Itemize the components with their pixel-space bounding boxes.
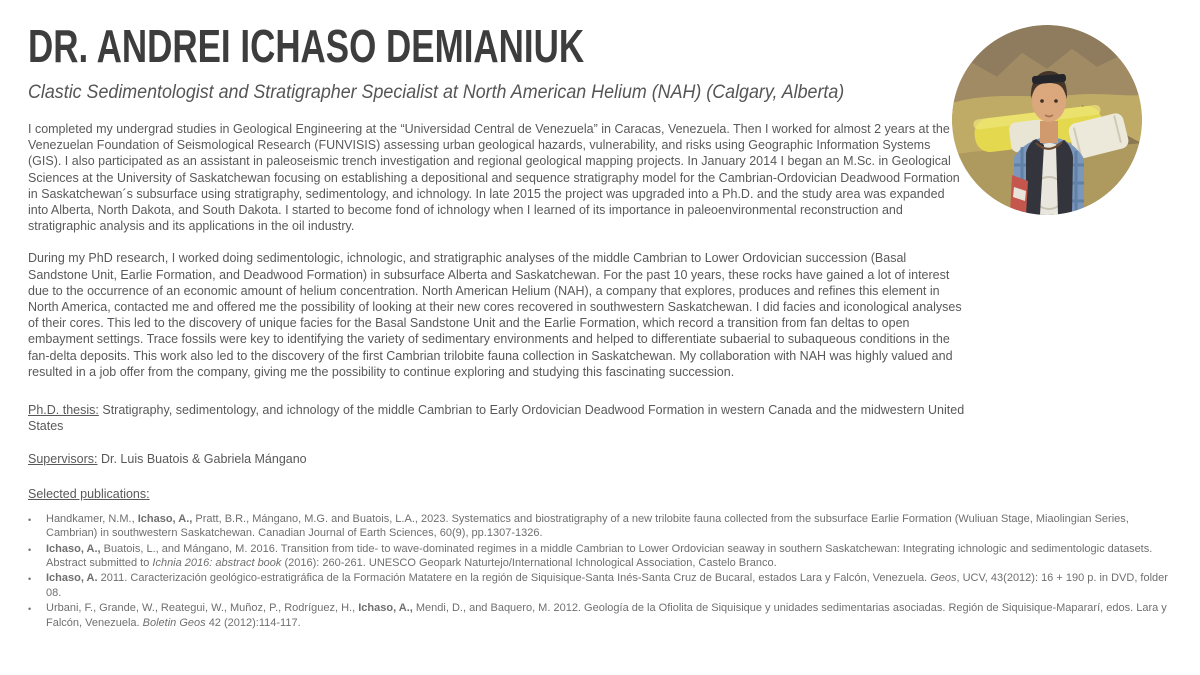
pub4-journal: Boletin Geos	[142, 616, 206, 629]
page-title: DR. ANDREI ICHASO DEMIANIUK	[28, 20, 585, 72]
publication-text	[38, 542, 1180, 571]
publication-item-2	[28, 542, 1180, 571]
publications-heading: Selected publications:	[28, 486, 150, 501]
publication-text	[38, 571, 1180, 600]
pub3-tail: , UCV, 43(2012): 16 + 190 p. in DVD, folder 08.	[46, 572, 1168, 599]
pub3-journal: Geos	[930, 572, 957, 585]
bio-paragraph-2: During my PhD research, I worked doing sedimentologic, ichnologic, and stratigraphic analyses of the middle Cambrian to Lower Ordovician succession (Basal Sandstone Unit, Earlie Formation, and Deadwood Formation) in subsurface Alberta and Saskatchewan. For the past 10 years, these rocks have gained a lot of interest due to the occurrence of an economic amount of helium concentration. North American Helium (NAH), a company that explores, produces and refines this element in North America, contacted me and offered me the possibility of looking at their new cores recovered in southwestern Saskatchewan. I did facies and iconological analyses of their cores. This led to the discovery of unique facies for the Basal Sandstone Unit and the Earlie Formation, which record a transition from fan deltas to open embayment settings. Trace fossils were key to identifying the variety of sedimentary environments and helped to differentiate subaerial to subaqueous conditions in the fan-delta deposits. This work also led to the discovery of the first Cambrian trilobite fauna collection in Saskatchewan. My collaboration with NAH was highly valued and resulted in a job offer from the company, giving me the possibility to continue exploring and studying this fascinating succession.	[28, 251, 962, 379]
pub1-authors-pre: Handkamer, N.M.,	[46, 512, 135, 525]
pub4-author-highlight: Ichaso, A.,	[358, 602, 413, 615]
pub1-author-highlight: Ichaso, A.,	[137, 512, 193, 525]
publications-list	[28, 512, 1180, 630]
publication-text	[38, 512, 1180, 541]
supervisors-label: Supervisors:	[28, 452, 98, 467]
bullet-icon: •	[28, 544, 32, 555]
supervisors-line	[28, 451, 966, 467]
supervisors-text: Dr. Luis Buatois & Gabriela Mángano	[100, 452, 307, 467]
thesis-text: Stratigraphy, sedimentology, and ichnology of the middle Cambrian to Early Ordovician Deadwood Formation in western Canada and the midwestern United States	[28, 403, 965, 434]
job-subtitle: Clastic Sedimentologist and Stratigrapher Specialist at North American Helium (NAH) (Calgary, Alberta)	[28, 82, 845, 103]
thesis-label: Ph.D. thesis:	[28, 403, 99, 418]
pub2-author-highlight: Ichaso, A.,	[46, 542, 101, 555]
pub2-book-title: Ichnia 2016: abstract book	[152, 557, 282, 570]
publication-item-3	[28, 571, 1180, 600]
thesis-line	[28, 402, 966, 434]
pub4-authors-pre: Urbani, F., Grande, W., Reategui, W., Muñoz, P., Rodríguez, H.,	[46, 602, 356, 615]
publication-item-1	[28, 512, 1180, 541]
pub2-tail: (2016): 260-261. UNESCO Geopark Naturtejo/International Ichnological Association, Castelo Branco.	[284, 557, 777, 570]
publication-item-4	[28, 601, 1180, 630]
publication-text	[38, 601, 1180, 630]
bullet-icon: •	[28, 514, 32, 525]
pub3-author-highlight: Ichaso, A.	[46, 572, 98, 585]
pub1-body: Pratt, B.R., Mángano, M.G. and Buatois, L.A., 2023. Systematics and biostratigraphy of a new trilobite fauna collected from the subsurface Earlie Formation (Wuliuan Stage, Miaolingian Series, Cambrian) in southwestern Saskatchewan. Canadian Journal of Earth Sciences, 60(9), pp.1307-1326.	[46, 512, 1129, 540]
pub2-body: Buatois, L., and Mángano, M. 2016. Transition from tide- to wave-dominated regimes in a middle Cambrian to Lower Ordovician seaway in southern Saskatchewan: Integrating ichnologic and sedimentologic datasets. Abstract submitted to	[46, 542, 1153, 570]
pub4-body: Mendi, D., and Baquero, M. 2012. Geología de la Ofiolita de Siquisique y unidades sedimentarias asociadas. Región de Siquisique-Mapararí, edos. Lara y Falcón, Venezuela.	[46, 602, 1167, 629]
bullet-icon: •	[28, 574, 32, 585]
pub4-tail: 42 (2012):114-117.	[208, 616, 301, 629]
profile-content	[28, 20, 1180, 631]
pub3-body: 2011. Caracterización geológico-estratigráfica de la Formación Matatere en la región de Siquisique-Santa Inés-Santa Cruz de Bucaral, estados Lara y Falcón, Venezuela.	[100, 572, 928, 585]
bullet-icon: •	[28, 604, 32, 615]
bio-paragraph-1: I completed my undergrad studies in Geological Engineering at the “Universidad Central de Venezuela” in Caracas, Venezuela. Then I worked for almost 2 years at the Venezuelan Foundation of Seismological Research (FUNVISIS) assessing urban geological hazards, vulnerability, and risks using Geographic Information Systems (GIS). I also participated as an assistant in paleoseismic trench investigation and regional geological mapping projects. In January 2014 I began an M.Sc. in Geological Sciences at the University of Saskatchewan focusing on establishing a depositional and sequence stratigraphy model for the Cambrian-Ordovician Deadwood Formation in Saskatchewan´s subsurface using stratigraphy, sedimentology, and ichnology. In late 2015 the project was upgraded into a Ph.D. and the study area was expanded into Alberta, North Dakota, and South Dakota. I started to become fond of ichnology when I learned of its importance in paleoenvironmental reconstruction and stratigraphic analysis and its applications in the oil industry.	[28, 122, 960, 234]
